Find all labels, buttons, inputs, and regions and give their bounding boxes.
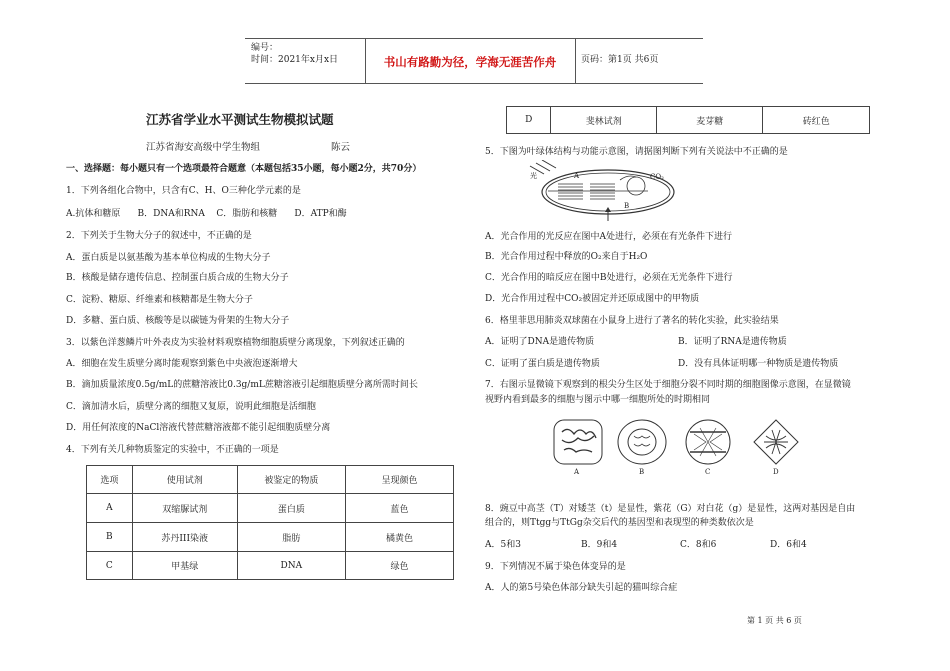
cell-division-diagram — [550, 418, 802, 480]
question-8-option-d: D．6和4 — [770, 540, 807, 550]
table-cell: D — [507, 107, 551, 134]
table-cell: B — [87, 523, 133, 552]
question-8-option-c: C．8和6 — [680, 540, 717, 550]
question-5-option-d: D．光合作用过程中CO₂被固定并还原成图中的甲物质 — [485, 294, 700, 304]
question-8-option-b: B．9和4 — [581, 540, 618, 550]
header-slogan-cell — [365, 39, 576, 83]
slogan: 书山有路勤为径，学海无涯苦作舟 — [383, 55, 557, 69]
table-row — [87, 494, 454, 523]
table-cell: 苏丹III染液 — [132, 523, 237, 552]
question-3-option-b: B．滴加质量浓度0.5g/mL的蔗糖溶液比0.3g/mL蔗糖溶液引起细胞质壁分离所需时间长 — [66, 380, 418, 390]
table-cell: 麦芽糖 — [656, 107, 763, 134]
cell-label-c: C — [705, 468, 711, 476]
table-header-cell: 呈现颜色 — [345, 466, 453, 494]
question-2-option-c: C．淀粉、糖原、纤维素和核糖都是生物大分子 — [66, 295, 253, 305]
question-1: 1．下列各组化合物中，只含有C、H、O三种化学元素的是 — [66, 186, 301, 196]
page-title: 江苏省学业水平测试生物模拟试题 — [146, 112, 334, 127]
question-2-option-a: A．蛋白质是以氨基酸为基本单位构成的生物大分子 — [66, 253, 271, 263]
header-page-cell — [575, 39, 703, 83]
table-row — [87, 552, 454, 580]
chloroplast-diagram — [528, 160, 678, 222]
question-2-option-b: B．核酸是储存遗传信息、控制蛋白质合成的生物大分子 — [66, 273, 289, 283]
label-light: 光 — [530, 172, 537, 180]
table-header-row — [87, 466, 454, 494]
question-2-option-d: D．多糖、蛋白质、核酸等是以碳链为骨架的生物大分子 — [66, 316, 290, 326]
table-cell: DNA — [237, 552, 345, 580]
cell-label-b: B — [639, 468, 645, 476]
table-cell: 甲基绿 — [132, 552, 237, 580]
table-cell: 蓝色 — [345, 494, 453, 523]
time-label: 时间：2021年x月x日 — [251, 55, 339, 65]
question-4: 4．下列有关几种物质鉴定的实验中，不正确的一项是 — [66, 445, 279, 455]
table-cell: C — [87, 552, 133, 580]
serial-label: 编号： — [251, 43, 279, 53]
question-5-option-a: A．光合作用的光反应在图中A处进行，必须在有光条件下进行 — [485, 232, 733, 242]
question-5: 5．下图为叶绿体结构与功能示意图，请据图判断下列有关说法中不正确的是 — [485, 147, 788, 157]
question-3-option-c: C．滴加清水后，质壁分离的细胞又复原，说明此细胞是活细胞 — [66, 402, 316, 412]
question-3: 3．以紫色洋葱鳞片叶外表皮为实验材料观察植物细胞质壁分离现象，下列叙述正确的 — [66, 338, 405, 348]
table-cell: A — [87, 494, 133, 523]
cell-division-figure — [550, 418, 802, 480]
question-5-option-c: C．光合作用的暗反应在图中B处进行，必须在无光条件下进行 — [485, 273, 733, 283]
chloroplast-figure — [528, 160, 678, 222]
table-cell: 砖红色 — [763, 107, 870, 134]
author-line: 江苏省海安高级中学生物组 — [146, 142, 261, 153]
question-5-option-b: B．光合作用过程中释放的O₂来自于H₂O — [485, 252, 648, 262]
section-heading: 一、选择题：每小题只有一个选项最符合题意（本题包括35小题，每小题2分，共70分） — [66, 164, 422, 174]
table-cell: 双缩脲试剂 — [132, 494, 237, 523]
question-2: 2．下列关于生物大分子的叙述中，不正确的是 — [66, 231, 252, 241]
question-3-option-a: A．细胞在发生质壁分离时能观察到紫色中央液泡逐渐增大 — [66, 359, 298, 369]
label-a: A — [574, 172, 580, 180]
question-6-option-d: D．没有具体证明哪一种物质是遗传物质 — [678, 359, 839, 369]
question-9-option-a: A．人的第5号染色体部分缺失引起的猫叫综合症 — [485, 583, 678, 593]
table-row — [507, 107, 870, 134]
page-footer: 第 1 页 共 6 页 — [747, 616, 802, 625]
question-7-line-1: 7．右图示显微镜下观察到的根尖分生区处于细胞分裂不同时期的细胞图像示意图，在显微镜 — [485, 380, 851, 390]
table-header-cell: 被鉴定的物质 — [237, 466, 345, 494]
question-7-line-2: 视野内看到最多的细胞与图示中哪一细胞所处的时期相同 — [485, 395, 711, 405]
question-3-option-d: D．用任何浓度的NaCl溶液代替蔗糖溶液都不能引起细胞质壁分离 — [66, 423, 331, 433]
question-8-line-1: 8．豌豆中高茎（T）对矮茎（t）是显性，紫花（G）对白花（g）是显性，这两对基因是自由 — [485, 504, 856, 514]
table-cell: 斐林试剂 — [551, 107, 657, 134]
table-cell: 脂肪 — [237, 523, 345, 552]
label-b: B — [624, 202, 630, 210]
reagent-table — [86, 465, 454, 580]
question-8-option-a: A．5和3 — [485, 540, 521, 550]
question-6: 6．格里菲思用肺炎双球菌在小鼠身上进行了著名的转化实验，此实验结果 — [485, 316, 779, 326]
question-6-option-c: C．证明了蛋白质是遗传物质 — [485, 359, 600, 369]
question-1-options: A.抗体和糖原 B．DNA和RNA C．脂肪和核糖 D．ATP和酶 — [66, 209, 347, 219]
question-9: 9．下列情况不属于染色体变异的是 — [485, 562, 626, 572]
page-label: 页码：第1页 共6页 — [581, 55, 659, 65]
table-cell: 蛋白质 — [237, 494, 345, 523]
header-banner — [245, 38, 703, 84]
table-header-cell: 选项 — [87, 466, 133, 494]
cell-label-a: A — [574, 468, 580, 476]
question-6-option-b: B．证明了RNA是遗传物质 — [678, 337, 787, 347]
table-cell: 橘黄色 — [345, 523, 453, 552]
cell-label-d: D — [773, 468, 779, 476]
author-name: 陈云 — [331, 142, 351, 153]
header-meta-cell — [245, 39, 366, 83]
table-row — [87, 523, 454, 552]
table-cell: 绿色 — [345, 552, 453, 580]
question-8-line-2: 组合的，则Ttgg与TtGg杂交后代的基因型和表现型的种类数依次是 — [485, 518, 754, 528]
label-co2: CO₂ — [650, 173, 664, 181]
table-header-cell: 使用试剂 — [132, 466, 237, 494]
question-6-option-a: A．证明了DNA是遗传物质 — [485, 337, 595, 347]
reagent-table-continued — [506, 106, 870, 134]
